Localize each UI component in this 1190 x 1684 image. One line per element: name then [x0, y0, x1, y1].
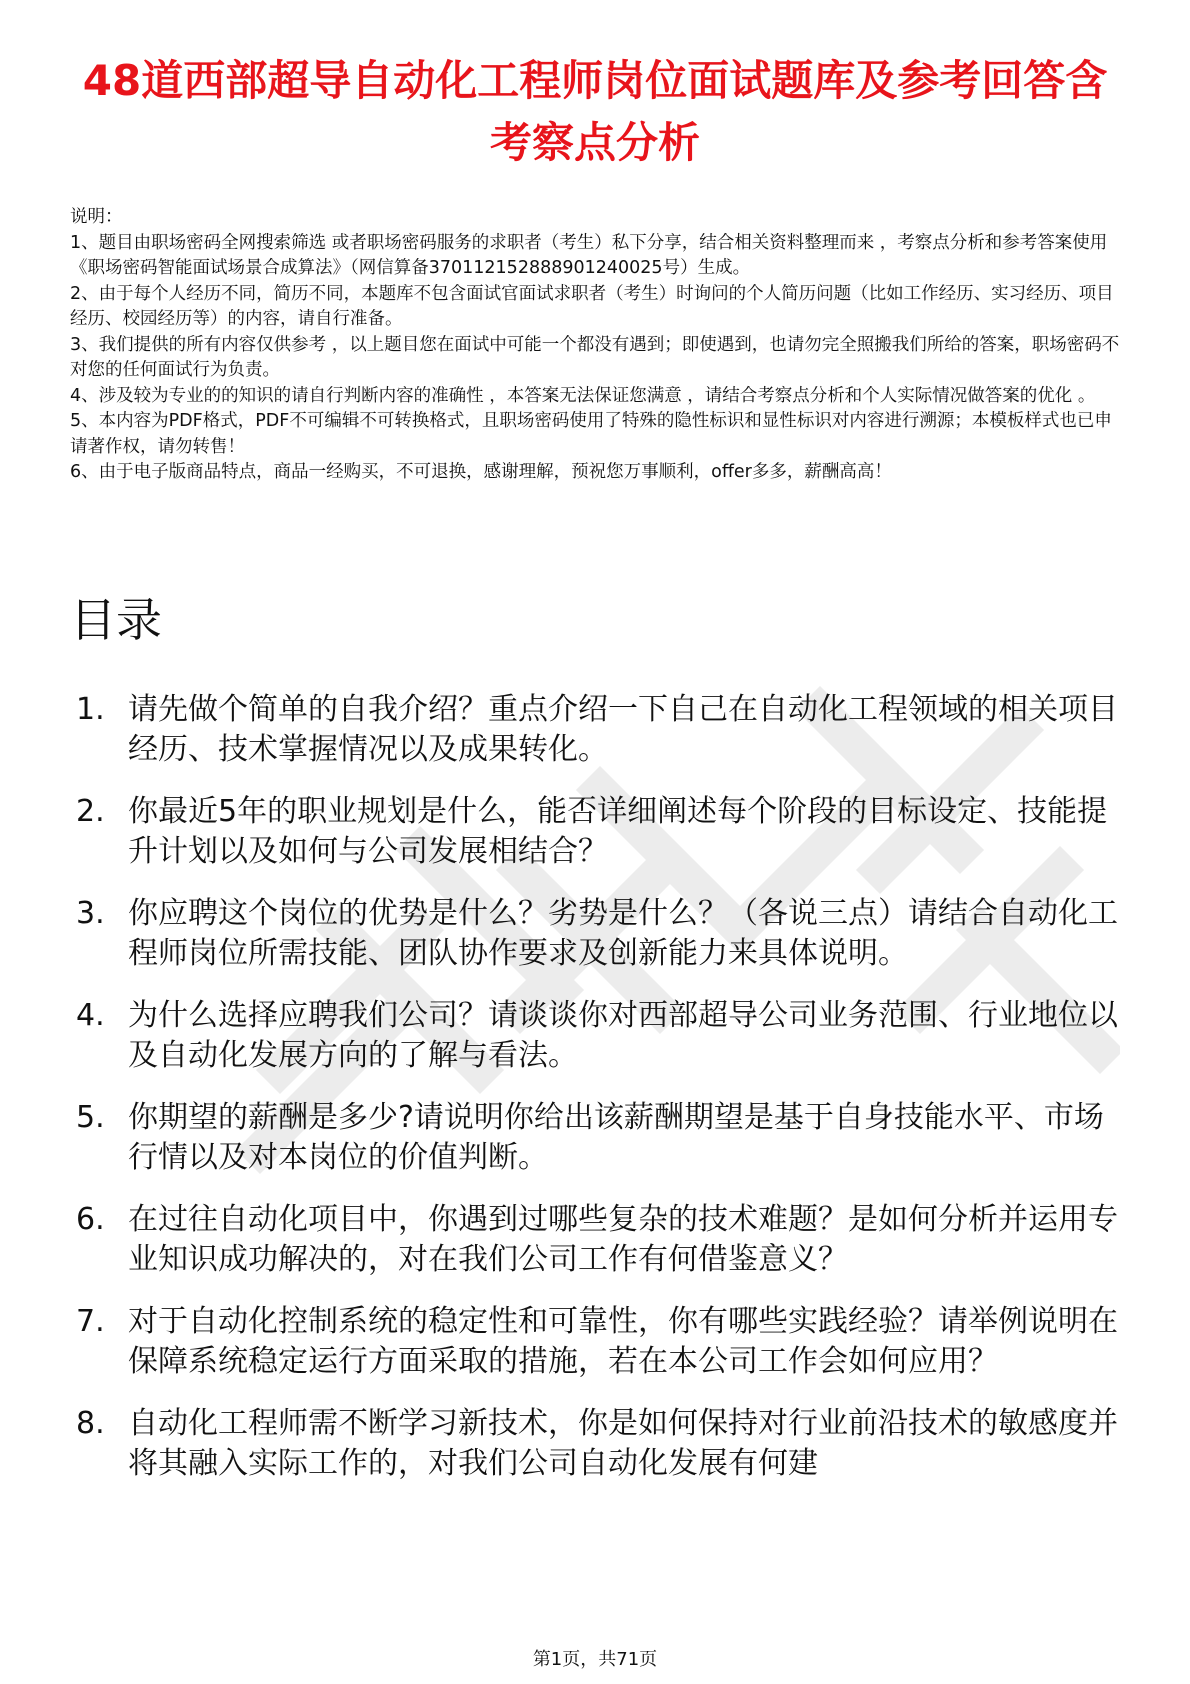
- toc-item[interactable]: [70, 1098, 1130, 1178]
- toc-item[interactable]: [70, 996, 1130, 1076]
- toc-item-text: 你应聘这个岗位的优势是什么？劣势是什么？（各说三点）请结合自动化工程师岗位所需技能、团队协作要求及创新能力来具体说明。: [128, 896, 1118, 971]
- toc-list: [70, 690, 1130, 1506]
- note-item: 4、涉及较为专业的的知识的请自行判断内容的准确性 ，本答案无法保证您满意 ，请结合考察点分析和个人实际情况做答案的优化 。: [70, 385, 1096, 406]
- note-item: 6、由于电子版商品特点，商品一经购买，不可退换，感谢理解，预祝您万事顺利，offer多多，薪酬高高！: [70, 462, 892, 482]
- toc-item[interactable]: [70, 1404, 1130, 1484]
- toc-item-text: 请先做个简单的自我介绍？重点介绍一下自己在自动化工程领域的相关项目经历、技术掌握情况以及成果转化。: [128, 692, 1118, 767]
- toc-item-number: 2.: [76, 794, 105, 829]
- toc-item-number: 8.: [76, 1406, 105, 1441]
- toc-item-text: 你期望的薪酬是多少?请说明你给出该薪酬期望是基于自身技能水平、市场行情以及对本岗位的价值判断。: [128, 1100, 1104, 1175]
- toc-item-number: 3.: [76, 896, 105, 931]
- page-footer: 第1页，共71页: [532, 1649, 658, 1670]
- toc-item-text: 对于自动化控制系统的稳定性和可靠性，你有哪些实践经验？请举例说明在保障系统稳定运行方面采取的措施，若在本公司工作会如何应用？: [128, 1304, 1118, 1379]
- document-title: 48道西部超导自动化工程师岗位面试题库及参考回答含考察点分析: [82, 56, 1108, 167]
- toc-item-number: 1.: [76, 692, 105, 727]
- toc-item-number: 6.: [76, 1202, 105, 1237]
- note-item: 5、本内容为PDF格式，PDF不可编辑不可转换格式，且职场密码使用了特殊的隐性标识和显性标识对内容进行溯源；本模板样式也已申请著作权，请勿转售！: [70, 411, 1112, 457]
- toc-item[interactable]: [70, 792, 1130, 872]
- toc-item[interactable]: [70, 1200, 1130, 1280]
- toc-item-text: 自动化工程师需不断学习新技术，你是如何保持对行业前沿技术的敏感度并将其融入实际工作的，对我们公司自动化发展有何建: [128, 1406, 1118, 1481]
- toc-heading: 目录: [70, 593, 162, 647]
- toc-item[interactable]: [70, 894, 1130, 974]
- toc-item-text: 你最近5年的职业规划是什么，能否详细阐述每个阶段的目标设定、技能提升计划以及如何与公司发展相结合？: [128, 794, 1108, 869]
- toc-item-number: 4.: [76, 998, 105, 1033]
- toc-item-text: 为什么选择应聘我们公司？请谈谈你对西部超导公司业务范围、行业地位以及自动化发展方向的了解与看法。: [128, 998, 1118, 1073]
- toc-item[interactable]: [70, 690, 1130, 770]
- toc-item-number: 5.: [76, 1100, 105, 1135]
- toc-item-text: 在过往自动化项目中，你遇到过哪些复杂的技术难题？是如何分析并运用专业知识成功解决的，对在我们公司工作有何借鉴意义？: [128, 1202, 1118, 1277]
- toc-item[interactable]: [70, 1302, 1130, 1382]
- notes-section: [70, 205, 1120, 486]
- note-item: 3、我们提供的所有内容仅供参考 ，以上题目您在面试中可能一个都没有遇到；即使遇到，也请勿完全照搬我们所给的答案，职场密码不对您的任何面试行为负责。: [70, 334, 1120, 380]
- notes-heading: 说明：: [70, 207, 123, 227]
- note-item: 1、题目由职场密码全网搜索筛选 或者职场密码服务的求职者（考生）私下分享，结合相关资料整理而来 ，考察点分析和参考答案使用《职场密码智能面试场景合成算法》（网信算备370112152888901240025号）生成。: [70, 232, 1108, 278]
- toc-item-number: 7.: [76, 1304, 105, 1339]
- note-item: 2、由于每个人经历不同，简历不同，本题库不包含面试官面试求职者（考生）时询问的个人简历问题（比如工作经历、实习经历、项目经历、校园经历等）的内容，请自行准备。: [70, 283, 1114, 329]
